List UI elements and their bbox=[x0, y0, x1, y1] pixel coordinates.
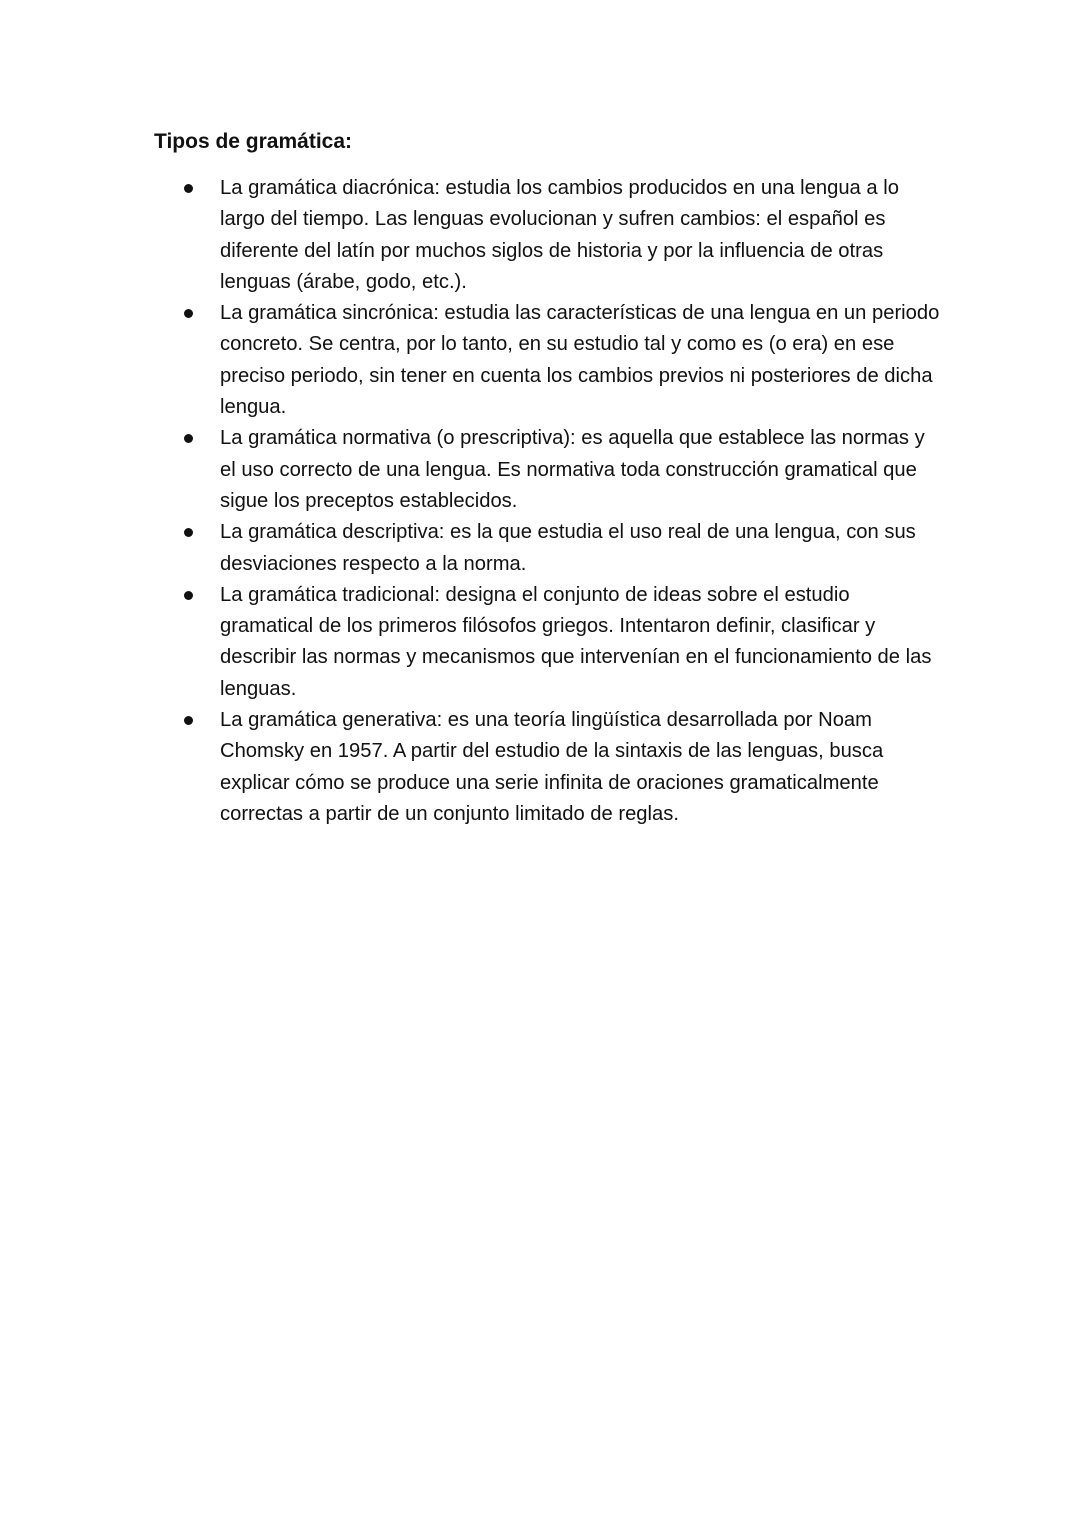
bullet-icon bbox=[184, 309, 193, 318]
list-item bbox=[220, 580, 940, 705]
list-item bbox=[220, 517, 940, 580]
section-heading: Tipos de gramática: bbox=[154, 130, 353, 153]
list-item bbox=[220, 423, 940, 517]
list-item bbox=[220, 705, 940, 830]
bullet-icon bbox=[184, 591, 193, 600]
bullet-icon bbox=[184, 716, 193, 725]
list-item-text: La gramática sincrónica: estudia las características de una lengua en un periodo concreto. Se centra, por lo tanto, en su estudio tal y como es (o era) en ese preciso periodo, sin tener en cuenta los cambios previos ni posteriores de dicha lengua. bbox=[220, 302, 940, 419]
grammar-types-list bbox=[220, 173, 940, 830]
list-item-text: La gramática generativa: es una teoría lingüística desarrollada por Noam Chomsky en 1957. A partir del estudio de la sintaxis de las lenguas, busca explicar cómo se produce una serie infinita de oraciones gramaticalmente correctas a partir de un conjunto limitado de reglas. bbox=[220, 709, 884, 825]
list-item bbox=[220, 173, 940, 298]
list-item-text: La gramática descriptiva: es la que estudia el uso real de una lengua, con sus desviaciones respecto a la norma. bbox=[220, 521, 916, 575]
list-item bbox=[220, 298, 940, 423]
list-item-text: La gramática normativa (o prescriptiva): es aquella que establece las normas y el uso correcto de una lengua. Es normativa toda construcción gramatical que sigue los preceptos establecidos. bbox=[220, 427, 925, 512]
list-item-text: La gramática tradicional: designa el conjunto de ideas sobre el estudio gramatical de los primeros filósofos griegos. Intentaron definir, clasificar y describir las normas y mecanismos que intervenían en el funcionamiento de las lenguas. bbox=[220, 583, 932, 700]
bullet-icon bbox=[184, 528, 193, 537]
list-item-text: La gramática diacrónica: estudia los cambios producidos en una lengua a lo largo del tiempo. Las lenguas evolucionan y sufren cambios: el español es diferente del latín por muchos siglos de historia y por la influencia de otras lenguas (árabe, godo, etc.). bbox=[220, 177, 899, 293]
bullet-icon bbox=[184, 184, 193, 193]
bullet-icon bbox=[184, 434, 193, 443]
